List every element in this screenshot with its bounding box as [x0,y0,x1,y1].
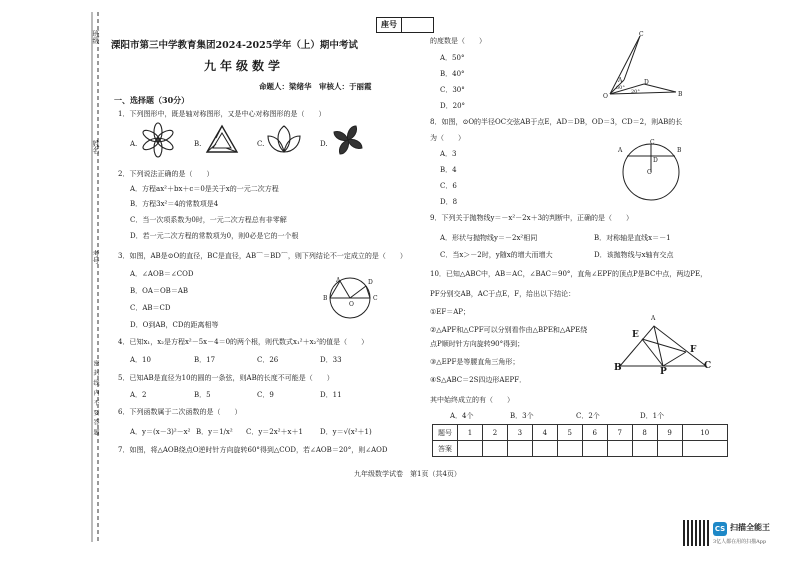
q10-conclusion-3: ③△EPF是等腰直角三角形； [430,358,520,366]
q4-stem: 4．已知x₁，x₂是方程x²－5x－4＝0的两个根，则代数式x₁²＋x₂²的值是（ ） [118,338,369,346]
answer-table-number: 3 [507,425,532,441]
q10-label-b: B [614,363,622,373]
q5-option-b[interactable]: B．5 [194,391,211,399]
q5-stem: 5．已知AB是直径为10的圆的一条弦，则AB的长度不可能是（ ） [118,374,334,382]
q5-option-d[interactable]: D．11 [320,391,342,399]
q3-option-c[interactable]: C．AB＝CD [130,304,171,312]
q7-label-d: D [644,79,649,86]
q3-stem: 3．如图，AB是⊙O的直径，BC是直径，AB⌒＝BD⌒，则下列结论不一定成立的是（ ） [118,252,407,260]
q9-option-b[interactable]: B．对称轴是直线x＝－1 [594,234,671,242]
q7-label-angle-20: 20° [631,89,640,95]
q10-option-d[interactable]: D．1个 [640,412,665,420]
q10-conclusion-2: ②△APF和△CPF可以分别看作由△BPE和△APE绕 [430,326,588,334]
q1-figure-b-recycle-icon [204,124,240,158]
q10-stem2: PF分别交AB，AC于点E，F，给出以下结论： [430,290,576,298]
binding-dashed-line [88,12,108,542]
q6-option-d[interactable]: D．y＝√(x²＋1) [320,428,372,436]
q8-option-b[interactable]: B．4 [440,166,457,174]
answer-table-answer-row [433,441,728,457]
q9-option-c[interactable]: C．当x＞－2时，y随x的增大而增大 [440,251,553,259]
q10-question: 其中始终成立的有（ ） [430,396,514,404]
q8-label-o: O [647,169,652,176]
answer-table-number: 7 [607,425,632,441]
q2-option-a[interactable]: A．方程ax²＋bx＋c＝0是关于x的一元二次方程 [130,185,279,193]
q2-option-b[interactable]: B．方程3x²＝4的常数项是4 [130,200,219,208]
q4-option-c[interactable]: C．26 [257,356,279,364]
answer-table-header-row [433,425,728,441]
q10-stem: 10．已知△ABC中，AB＝AC，∠BAC＝90°，直角∠EPF的顶点P是BC中点，两边PE， [430,270,708,278]
answer-cell[interactable] [582,441,607,457]
q10-label-c: C [704,361,712,371]
answer-table-number: 6 [582,425,607,441]
q10-option-a[interactable]: A．4个 [450,412,474,420]
answer-cell[interactable] [557,441,582,457]
grade-title: 九年级数学 [204,59,285,73]
q2-option-c[interactable]: C．当一次项系数为0时，一元二次方程总有非零解 [130,216,287,224]
q3-label-b: B [323,295,328,302]
scanner-sub: 3亿人都在用的扫描App [713,539,767,545]
q1-figure-c-lotus-icon [266,122,302,158]
q10-option-b[interactable]: B．3个 [510,412,534,420]
q3-label-o: O [349,301,354,308]
q5-option-a[interactable]: A．2 [130,391,147,399]
binding-label-class: 班级 [92,30,100,44]
q9-stem: 9．下列关于抛物线y＝－x²－2x＋3的判断中，正确的是（ ） [430,214,634,222]
q1-figure-a-flower-icon [140,122,176,158]
q7-label-angle-60: 60° [616,85,625,91]
qr-code-icon [683,520,709,546]
q1-figure-d-pinwheel-icon [330,122,366,158]
q10-label-f: F [690,345,697,355]
answer-cell[interactable] [657,441,682,457]
q6-stem: 6．下列函数属于二次函数的是（ ） [118,408,242,416]
binding-label-id: 考号 [92,250,100,264]
q5-option-c[interactable]: C．9 [257,391,274,399]
q7-rotation-figure [600,32,690,102]
q8-label-c: C [650,139,655,146]
q3-label-d: D [368,279,373,286]
q10-conclusion-4: ④S△ABC＝2S四边形AEPF． [430,376,527,384]
seat-number-box[interactable] [376,17,434,33]
q7-label-b: B [678,91,683,98]
q10-label-p: P [660,367,667,377]
q10-option-c[interactable]: C．2个 [576,412,600,420]
q6-option-c[interactable]: C．y＝2x²＋x＋1 [246,428,303,436]
seat-label: 座号 [381,19,397,29]
answer-table-row2-label: 答案 [433,441,458,457]
q7-option-c[interactable]: C．30° [440,86,465,94]
q10-conclusion-2-cont: 点P顺时针方向旋转90°得到； [430,340,525,348]
q9-option-d[interactable]: D．该抛物线与x轴有交点 [594,251,674,259]
q7-option-a[interactable]: A．50° [440,54,465,62]
q10-label-e: E [632,330,639,340]
q7-stem: 7．如图，将△AOB绕点O逆时针方向旋转60°得到△COD，若∠AOB＝20°，则∠AOD [118,446,388,454]
q4-option-b[interactable]: B．17 [194,356,216,364]
answer-table-number: 1 [458,425,483,441]
answer-cell[interactable] [632,441,657,457]
q1-option-c[interactable]: C. [257,140,265,148]
q4-option-d[interactable]: D．33 [320,356,342,364]
answer-cell[interactable] [507,441,532,457]
q8-option-c[interactable]: C．6 [440,182,457,190]
q4-option-a[interactable]: A．10 [130,356,151,364]
q3-option-a[interactable]: A．∠AOB＝∠COD [130,270,194,278]
q10-conclusion-1: ①EF＝AP； [430,308,471,316]
scanner-logo-icon: CS [713,522,727,536]
answer-cell[interactable] [532,441,557,457]
scanner-name: 扫描全能王 [730,523,770,532]
page-footer: 九年级数学试卷 第1页（共4页） [354,470,461,478]
answer-table-number: 9 [657,425,682,441]
q7-option-b[interactable]: B．40° [440,70,465,78]
q1-option-b[interactable]: B. [194,140,202,148]
answer-table-number: 2 [482,425,507,441]
answer-table-number: 8 [632,425,657,441]
q7-option-d[interactable]: D．20° [440,102,466,110]
authors: 命题人：梁绪华 审核人：于丽霞 [259,82,372,91]
answer-cell[interactable] [482,441,507,457]
q3-label-c: C [373,295,378,302]
answer-table-number: 5 [557,425,582,441]
q6-option-a[interactable]: A．y＝(x－3)²－x² [130,428,191,436]
q8-stem: 8．如图，⊙O的半径OC交弦AB于点E，AD＝DB，OD＝3，CD＝2，则AB的长 [430,118,683,126]
answer-cell[interactable] [682,441,727,457]
q1-stem: 1．下列图形中，既是轴对称图形，又是中心对称图形的是（ ） [118,110,326,118]
q7-label-a: A [618,77,623,84]
q2-stem: 2．下列说法正确的是（ ） [118,170,214,178]
q1-option-d[interactable]: D. [320,140,328,148]
q8-label-d: D [653,157,658,164]
q8-label-a: A [618,147,623,154]
binding-label-name: 姓名 [92,140,100,154]
school-title: 溧阳市第三中学教育集团2024-2025学年（上）期中考试 [111,40,358,51]
q8-option-d[interactable]: D．8 [440,198,458,206]
answer-cell[interactable] [458,441,483,457]
q3-option-d[interactable]: D．O到AB，CD的距离相等 [130,321,219,329]
answer-table-number: 4 [532,425,557,441]
q3-option-b[interactable]: B．OA＝OB＝AB [130,287,189,295]
q7-continuation: 的度数是（ ） [430,37,486,45]
answer-table [432,424,728,457]
q6-option-b[interactable]: B．y＝1/x² [196,428,233,436]
answer-table-number: 10 [682,425,727,441]
answer-cell[interactable] [607,441,632,457]
q8-label-b: B [677,147,682,154]
q9-option-a[interactable]: A．形状与抛物线y＝－2x²相同 [440,234,538,242]
section1-heading: 一、选择题（30分） [114,95,190,105]
q3-label-a: A [336,277,341,284]
q7-label-o: O [603,93,608,100]
answer-table-row1-label: 题号 [433,425,458,441]
q2-option-d[interactable]: D．若一元二次方程的常数项为0，则0必是它的一个根 [130,232,299,240]
binding-margin [88,12,108,542]
q8-option-a[interactable]: A．3 [440,150,457,158]
q1-option-a[interactable]: A. [130,140,138,148]
binding-rule-text: 密 封 线 内 不 要 答 题 [92,360,99,437]
q8-continuation: 为（ ） [430,134,465,142]
q7-label-c: C [639,31,644,38]
q10-label-a: A [651,315,656,322]
